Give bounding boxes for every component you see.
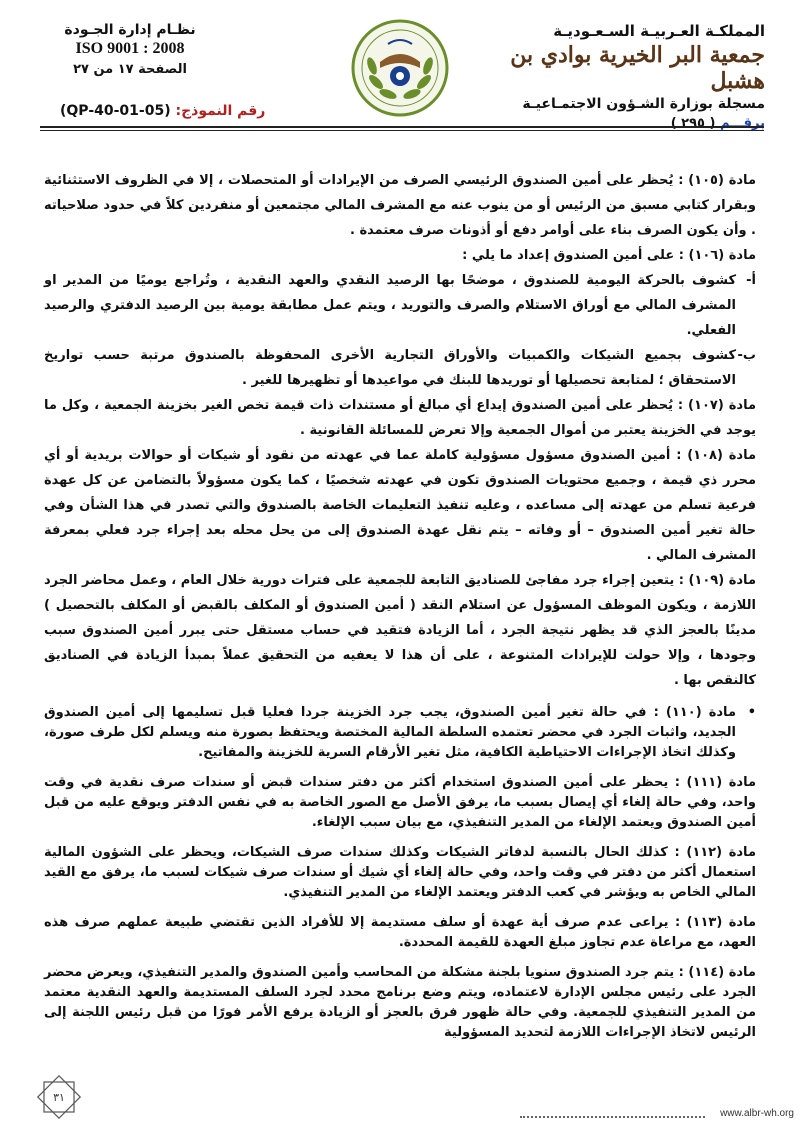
footer-divider	[520, 1116, 705, 1118]
registration-number-label: برقـــم	[719, 116, 765, 131]
list-marker: أ-	[746, 273, 756, 288]
form-number-label: رقم النموذج:	[175, 103, 266, 119]
organization-name: جمعية البر الخيرية بوادي بن هشبل	[510, 42, 765, 94]
page-number-emblem	[36, 1074, 82, 1120]
article-110	[44, 703, 756, 763]
registration-text: مسجلة بوزارة الشـؤون الاجتمـاعيـة	[522, 96, 765, 112]
article-114: مادة (١١٤) : يتم جرد الصندوق سنويا بلجنة مشكلة من المحاسب وأمين الصندوق والمدير التنفيذي، ويعرض محضر الجرد على رئيس مجلس الإدارة لاعتماده، ويتم وضع برنامج محدد لجرد السلف المستديمة والعهد النقدية معتمد من المدير التنفيذي للجمعية. وفي حالة ظهور فرق بالعجز أو الزيادة يرفع الأمر فورًا من قبل رئيس اللجنة إلى الرئيس لاتخاذ الإجراءات اللازمة لتحديد المسؤولية	[44, 965, 756, 1040]
article-109: مادة (١٠٩) : يتعين إجراء جرد مفاجئ للصناديق التابعة للجمعية على فترات دورية خلال العام ، وعمل محاضر الجرد اللازمة ، ويكون الموظف المسؤول عن استلام النقد ( أمين الصندوق أو المكلف بالقبض أو المكلف بالتحصيل ) مدينًا بالعجز الذي قد يظهر نتيجة الجرد ، أما الزيادة فتقيد في حساب مستقل حتى يبرر أمين الصندوق سبب وجودها ، وإلا حولت للإيرادات المتنوعة ، على أن هذا لا يعفيه من التحقيق عملاً بمبدأ الزيادة في الصناديق كالنقص بها .	[44, 573, 756, 688]
article-106-item-b	[44, 343, 756, 393]
form-number	[60, 103, 265, 119]
article-112: مادة (١١٢) : كذلك الحال بالنسبة لدفاتر الشيكات وكذلك سندات صرف الشيكات، ويحظر على الشؤون المالية استعمال أكثر من دفتر في وقت واحد، وفي حالة إلغاء أي شيك أو سندات صرف شيكات لسبب ما، يرفق مع القيد المالي الخاص به ويؤشر في كعب الدفتر ويعتمد الإلغاء من المدير التنفيذي.	[44, 845, 756, 900]
article-106-item-a-text: كشوف بالحركة اليومية للصندوق ، موضحًا بها الرصيد النقدي والعهد النقدية ، وتُراجع يوميًا من المدير او المشرف المالي مع أوراق الاستلام والصرف والتوريد ، ويتم عمل مطابقة يومية بين الرصيد الدفتري والرصيد الفعلي.	[44, 273, 736, 338]
article-106-item-a	[44, 268, 756, 343]
quality-system-title: نظـام إدارة الجـودة	[64, 22, 196, 38]
charity-emblem-icon	[350, 18, 450, 118]
iso-standard: ISO 9001 : 2008	[75, 40, 185, 57]
header-divider-thin	[40, 130, 764, 131]
page-number: ٣١	[53, 1091, 65, 1104]
organization-header	[495, 22, 765, 131]
document-body	[44, 168, 756, 1043]
header-divider	[40, 126, 764, 128]
article-107: مادة (١٠٧) : يُحظر على أمين الصندوق إيداع أي مبالغ أو مستندات ذات قيمة تخص الغير بخزينة الجمعية ، وكل ما يوجد في الخزينة يعتبر من أموال الجمعية وإلا تعرض للمسائلة القانونية .	[44, 398, 757, 438]
article-113: مادة (١١٣) : يراعى عدم صرف أية عهدة أو سلف مستديمة إلا للأفراد الذين تقتضي طبيعة عملهم صرف هذه العهد، مع مراعاة عدم تجاوز مبلغ العهدة للقيمة المحددة.	[44, 915, 756, 950]
article-106: مادة (١٠٦) : على أمين الصندوق إعداد ما يلي :	[462, 248, 756, 263]
registration-number-value: ( ٢٩٥ )	[670, 116, 716, 131]
quality-header	[40, 22, 220, 77]
page-info: الصفحة ١٧ من ٢٧	[73, 62, 187, 77]
article-110-text: مادة (١١٠) : في حالة تغير أمين الصندوق، يجب جرد الخزينة جردا فعليا قبل تسليمها إلى أمين الصندوق الجديد، واثبات الجرد في محضر تعتمده السلطة المالية المختصة ويحتفظ بصورة منه ويسلم لكل طرف صورة، وكذلك اتخاذ الإجراءات الاحتياطية الكافية، مثل تغير الأرقام السرية للخزينة والمفاتيح.	[44, 705, 736, 760]
article-106-item-b-text: كشوف بجميع الشيكات والكمبيات والأوراق التجارية الأخرى المحفوظة بالصندوق مرتبة حسب تواريخ الاستحقاق ؛ لمتابعة تحصيلها أو توريدها للبنك في مواعيدها أو تظهيرها للغير .	[44, 348, 736, 388]
bullet-marker: •	[747, 705, 756, 720]
article-105: مادة (١٠٥) : يُحظر على أمين الصندوق الرئيسي الصرف من الإيرادات أو المتحصلات ، إلا في الظروف الاستثنائية وبقرار كتابي مسبق من الرئيس أو من ينوب عنه مع المشرف المالي مجتمعين أو منفردين كلاً في حدود صلاحياته . وأن يكون الصرف بناء على أوامر دفع أو أذونات صرف معتمدة .	[44, 173, 756, 238]
country-name: المملكـة العـربيـة السـعـوديـة	[553, 22, 765, 40]
article-111: مادة (١١١) : يحظر على أمين الصندوق استخدام أكثر من دفتر سندات قبض أو سندات صرف نقدية في وقت واحد، وفي حالة إلغاء أي إيصال بسبب ما، يرفق الأصل مع الصور الخاصة به في نفس الدفتر ويوقع عليه من قبل أمين الصندوق ويعتمد الإلغاء من المدير التنفيذي، مع بيان سبب الإلغاء.	[44, 775, 756, 830]
form-number-value: (QP-40-01-05)	[60, 103, 171, 119]
list-marker: ب-	[737, 348, 756, 363]
article-108: مادة (١٠٨) : أمين الصندوق مسؤول مسؤولية كاملة عما في عهدته من نقود أو شيكات أو حوالات بريدية أو أي محرر ذي قيمة ، وجميع محتويات الصندوق تكون في عهدته شخصيًا ، كما يكون مسؤولاً بالتضامن عن كل عهدة فرعية تسلم من عهدته إلى مساعده ، وعليه تنفيذ التعليمات الخاصة بالصندوق والتي تصدر في هذا الشأن وفي حالة تغير أمين الصندوق – أو وفاته – يتم نقل عهدة الصندوق إلى من يحل محله بعد إجراء جرد فعلي بمعرفة المشرف المالي .	[44, 448, 757, 563]
website-url: www.albr-wh.org	[720, 1108, 794, 1119]
registration-number	[495, 116, 765, 131]
